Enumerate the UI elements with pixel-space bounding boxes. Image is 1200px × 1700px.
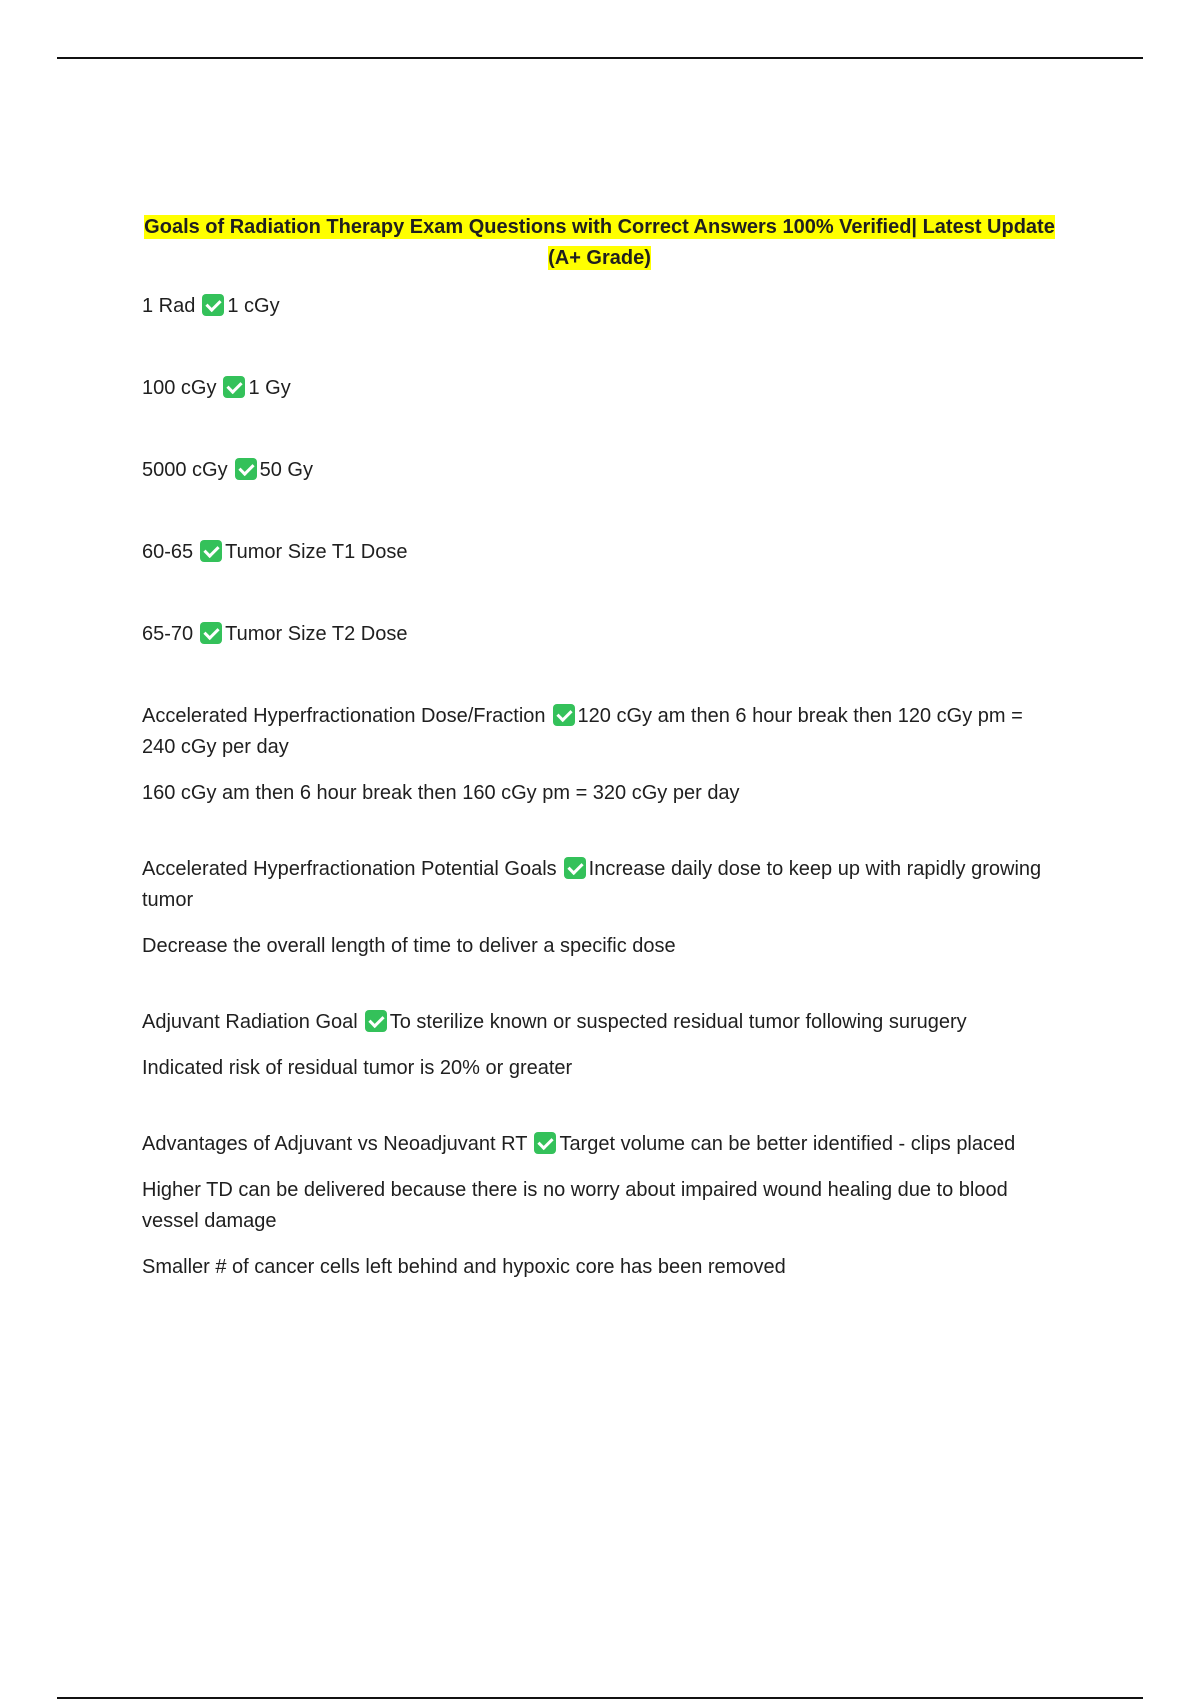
question-text: Accelerated Hyperfractionation Dose/Fraction bbox=[142, 705, 546, 727]
answer-text: 120 cGy am then 6 hour break then 120 cGy pm = 240 cGy per day bbox=[142, 705, 1023, 758]
answer-text: 50 Gy bbox=[259, 459, 313, 481]
qa-list bbox=[142, 291, 1057, 1283]
answer-text: 1 Gy bbox=[248, 377, 291, 399]
question-text: 1 Rad bbox=[142, 295, 196, 317]
green-checkmark-icon bbox=[223, 376, 245, 398]
question-text: Accelerated Hyperfractionation Potential Goals bbox=[142, 858, 557, 880]
answer-extra-line: 160 cGy am then 6 hour break then 160 cGy pm = 320 cGy per day bbox=[142, 782, 740, 804]
green-checkmark-icon bbox=[200, 622, 222, 644]
answer-text: To sterilize known or suspected residual tumor following surugery bbox=[389, 1011, 967, 1033]
qa-item bbox=[142, 1007, 1057, 1084]
qa-main-line bbox=[142, 1007, 1057, 1038]
qa-main-line bbox=[142, 537, 1057, 568]
qa-item bbox=[142, 701, 1057, 809]
qa-main-line bbox=[142, 373, 1057, 404]
green-checkmark-icon bbox=[365, 1010, 387, 1032]
answer-text: Tumor Size T1 Dose bbox=[225, 541, 408, 563]
qa-main-line bbox=[142, 1129, 1057, 1160]
answer-extra-line: Smaller # of cancer cells left behind and hypoxic core has been removed bbox=[142, 1256, 786, 1278]
qa-main-line bbox=[142, 455, 1057, 486]
answer-extra-line: Higher TD can be delivered because there is no worry about impaired wound healing due to blood vessel damage bbox=[142, 1179, 1008, 1232]
qa-main-line bbox=[142, 291, 1057, 322]
answer-text: 1 cGy bbox=[227, 295, 280, 317]
green-checkmark-icon bbox=[202, 294, 224, 316]
qa-item bbox=[142, 373, 1057, 404]
green-checkmark-icon bbox=[564, 857, 586, 879]
qa-item bbox=[142, 854, 1057, 962]
document-title bbox=[142, 212, 1057, 274]
green-checkmark-icon bbox=[200, 540, 222, 562]
qa-main-line bbox=[142, 854, 1057, 916]
answer-text: Target volume can be better identified - clips placed bbox=[559, 1133, 1016, 1155]
answer-text: Tumor Size T2 Dose bbox=[225, 623, 408, 645]
document-body bbox=[142, 212, 1057, 1283]
answer-text: Increase daily dose to keep up with rapidly growing tumor bbox=[142, 858, 1042, 911]
question-text: 5000 cGy bbox=[142, 459, 228, 481]
question-text: 65-70 bbox=[142, 623, 194, 645]
question-text: Advantages of Adjuvant vs Neoadjuvant RT bbox=[142, 1133, 528, 1155]
answer-extra-line: Decrease the overall length of time to deliver a specific dose bbox=[142, 935, 676, 957]
qa-item bbox=[142, 537, 1057, 568]
question-text: Adjuvant Radiation Goal bbox=[142, 1011, 358, 1033]
green-checkmark-icon bbox=[534, 1132, 556, 1154]
header-rule bbox=[57, 57, 1143, 59]
green-checkmark-icon bbox=[235, 458, 257, 480]
qa-item bbox=[142, 619, 1057, 650]
document-title-text: Goals of Radiation Therapy Exam Questions with Correct Answers 100% Verified| Latest Update (A+ Grade) bbox=[144, 216, 1055, 269]
qa-main-line bbox=[142, 701, 1057, 763]
footer-rule bbox=[57, 1697, 1143, 1699]
question-text: 60-65 bbox=[142, 541, 194, 563]
qa-item bbox=[142, 291, 1057, 322]
qa-item bbox=[142, 455, 1057, 486]
question-text: 100 cGy bbox=[142, 377, 217, 399]
qa-item bbox=[142, 1129, 1057, 1283]
green-checkmark-icon bbox=[553, 704, 575, 726]
qa-main-line bbox=[142, 619, 1057, 650]
answer-extra-line: Indicated risk of residual tumor is 20% or greater bbox=[142, 1057, 573, 1079]
